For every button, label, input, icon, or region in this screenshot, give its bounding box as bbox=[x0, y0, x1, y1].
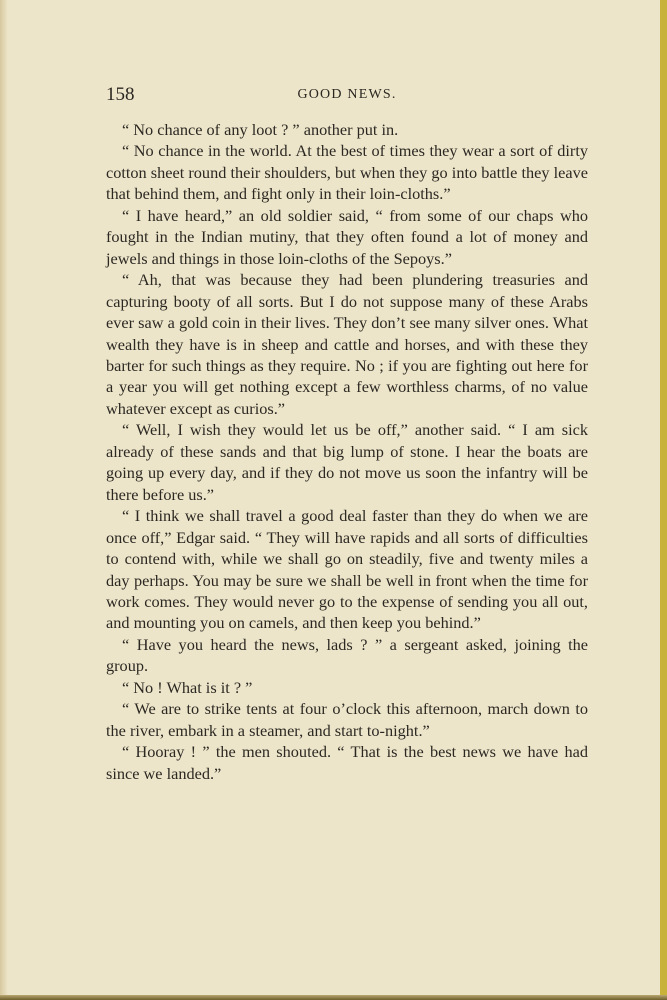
page-edge-right bbox=[660, 0, 667, 1000]
paragraph: “ We are to strike tents at four o’clock this afternoon, march down to the river, embark in a steamer, and start to-night.” bbox=[106, 699, 588, 740]
paragraph: “ I have heard,” an old soldier said, “ from some of our chaps who fought in the Indian mutiny, that they often found a lot of money and jewels and things in those loin-cloths of the Sepoys.” bbox=[106, 205, 588, 268]
page-number: 158 bbox=[106, 84, 135, 105]
paragraph: “ I think we shall travel a good deal faster than they do when we are once off,” Edgar said. “ They will have rapids and all sorts of difficulties to contend with, while we shall go on steadily, five and twenty miles a day perhaps. You may be sure we shall be well in front when the time for work comes. They would never go to the expense of sending you all out, and mounting you on camels, and then keep you behind.” bbox=[106, 506, 588, 633]
page-header bbox=[106, 84, 588, 108]
paragraph: “ No ! What is it ? ” bbox=[122, 677, 253, 697]
paragraph: “ No chance in the world. At the best of times they wear a sort of dirty cotton sheet round their shoulders, but when they go into battle they leave that behind them, and fight only in their loin-cloths.” bbox=[106, 141, 588, 204]
paragraph: “ Have you heard the news, lads ? ” a sergeant asked, joining the group. bbox=[106, 634, 588, 676]
paragraph: “ Ah, that was because they had been plundering treasuries and capturing booty of all sorts. But I do not suppose many of these Arabs ever saw a gold coin in their lives. They don’t see many silver ones. What wealth they have is in sheep and cattle and horses, and with these they barter for such things as they require. No ; if you are fighting out here for a year you will get nothing except a few worthless charms, of no value whatever except as curios.” bbox=[106, 270, 588, 418]
page-gutter-shadow bbox=[0, 0, 8, 1000]
paragraph: “ Well, I wish they would let us be off,” another said. “ I am sick already of these sands and that big lump of stone. I hear the boats are going up every day, and if they do not move us soon the infantry will be there before us.” bbox=[106, 420, 588, 504]
page-edge-bottom bbox=[0, 995, 667, 1000]
body-text bbox=[106, 119, 588, 784]
running-title: GOOD NEWS. bbox=[297, 87, 397, 102]
paragraph: “ Hooray ! ” the men shouted. “ That is the best news we have had since we landed.” bbox=[106, 742, 588, 783]
paragraph: “ No chance of any loot ? ” another put in. bbox=[122, 120, 399, 139]
